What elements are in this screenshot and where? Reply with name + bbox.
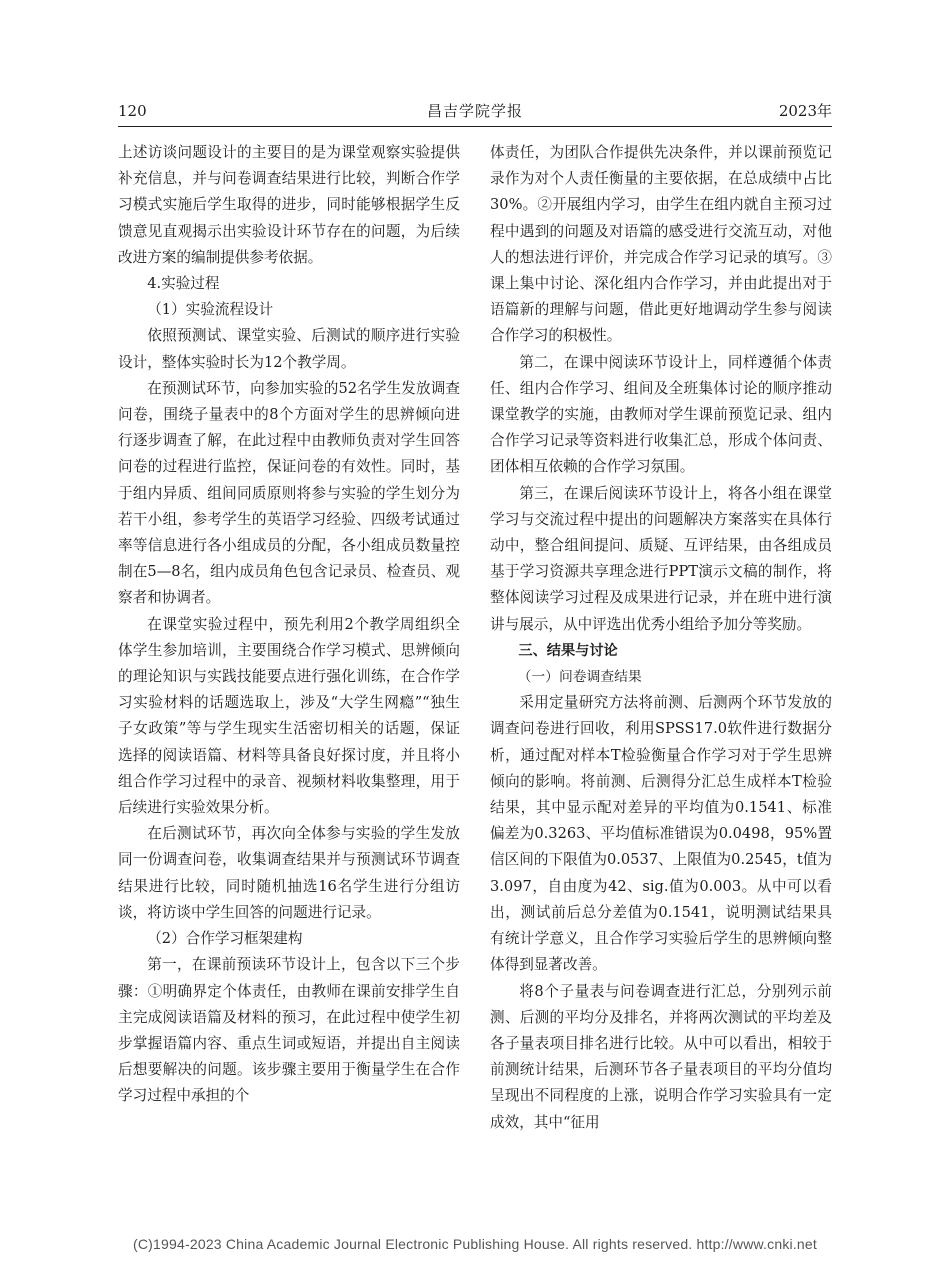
paragraph-continuation: 体责任，为团队合作提供先决条件，并以课前预览记录作为对个人责任衡量的主要依据，在总成绩中占比30%。②开展组内学习，由学生在组内就自主预习过程中遇到的问题及对语篇的感受进行交流互动，对他人的想法进行评价，并完成合作学习记录的填写。③课上集中讨论、深化组内合作学习，并由此提出对于语篇新的理解与问题，借此更好地调动学生参与阅读合作学习的积极性。 (490, 144, 832, 345)
left-column (118, 140, 460, 1110)
paragraph: 将8个子量表与问卷调查进行汇总，分别列示前测、后测的平均分及排名，并将两次测试的平均差及各子量表项目排名进行比较。从中可以看出，相较于前测统计结果，后测环节各子量表项目的平均分值均呈现出不同程度的上涨，说明合作学习实验具有一定成效，其中“征用 (490, 982, 832, 1131)
paragraph-continuation: 上述访谈问题设计的主要目的是为课堂观察实验提供补充信息，并与问卷调查结果进行比较，判断合作学习模式实施后学生取得的进步，同时能够根据学生反馈意见直观揭示出实验设计环节存在的问题，为后续改进方案的编制提供参考依据。 (118, 144, 460, 266)
section-title: 三、结果与讨论 (518, 642, 618, 659)
paragraph: 第二，在课中阅读环节设计上，同样遵循个体责任、组内合作学习、组间及全班集体讨论的顺序推动课堂教学的实施，由教师对学生课前预览记录、组内合作学习记录等资料进行收集汇总，形成个体问责、团体相互依赖的合作学习氛围。 (490, 353, 832, 476)
paragraph: 在预测试环节，向参加实验的52名学生发放调查问卷，围绕子量表中的8个方面对学生的思辨倾向进行逐步调查了解，在此过程中由教师负责对学生回答问卷的过程进行监控，保证问卷的有效性。同时，基于组内异质、组间同质原则将参与实验的学生划分为若干小组，参考学生的英语学习经验、四级考试通过率等信息进行各小组成员的分配，各小组成员数量控制在5—8名，组内成员角色包含记录员、检查员、观察者和协调者。 (118, 379, 460, 607)
paragraph: 第一，在课前预读环节设计上，包含以下三个步骤：①明确界定个体责任，由教师在课前安排学生自主完成阅读语篇及材料的预习，在此过程中使学生初步掌握语篇内容、重点生词或短语，并提出自主阅读后想要解决的问题。该步骤主要用于衡量学生在合作学习过程中承担的个 (118, 956, 460, 1105)
subsection-heading: （2）合作学习框架建构 (147, 930, 303, 948)
right-column (490, 140, 832, 1136)
copyright-footer: (C)1994-2023 China Academic Journal Electronic Publishing House. All rights reserved. http://www.cnki.net (133, 1236, 817, 1252)
section-heading: 4.实验过程 (147, 275, 220, 293)
paragraph: 在后测试环节，再次向全体参与实验的学生发放同一份调查问卷，收集调查结果并与预测试环节调查结果进行比较，同时随机抽选16名学生进行分组访谈，将访谈中学生回答的问题进行记录。 (118, 825, 460, 921)
journal-title: 昌吉学院学报 (426, 102, 523, 120)
publication-year: 2023年 (778, 102, 832, 120)
paragraph: 依照预测试、课堂实验、后测试的顺序进行实验设计，整体实验时长为12个教学周。 (118, 327, 460, 371)
paragraph: 在课堂实验过程中，预先利用2个教学周组织全体学生参加培训，主要围绕合作学习模式、思辨倾向的理论知识与实践技能要点进行强化训练，在合作学习实验材料的话题选取上，涉及“大学生网瘾”“独生子女政策”等与学生现实生活密切相关的话题，保证选择的阅读语篇、材料等具备良好探讨度，并且将小组合作学习过程中的录音、视频材料收集整理，用于后续进行实验效果分析。 (118, 615, 460, 817)
paragraph: 采用定量研究方法将前测、后测两个环节发放的调查问卷进行回收，利用SPSS17.0软件进行数据分析，通过配对样本T检验衡量合作学习对于学生思辨倾向的影响。将前测、后测得分汇总生成样本T检验结果，其中显示配对差异的平均值为0.1541、标准偏差为0.3263、平均值标准错误为0.0498，95%置信区间的下限值为0.0537、上限值为0.2545，t值为3.097，自由度为42、sig.值为0.003。从中可以看出，测试前后总分差值为0.1541，说明测试结果具有统计学意义，且合作学习实验后学生的思辨倾向整体得到显著改善。 (490, 694, 832, 974)
running-header (118, 100, 832, 127)
subsection-heading: （1）实验流程设计 (147, 301, 274, 319)
subsection-title: （一）问卷调查结果 (517, 669, 642, 686)
page-number: 120 (118, 102, 147, 120)
paragraph: 第三，在课后阅读环节设计上，将各小组在课堂学习与交流过程中提出的问题解决方案落实在具体行动中，整合组间提问、质疑、互评结果，由各组成员基于学习资源共享理念进行PPT演示文稿的制作，将整体阅读学习过程及成果进行记录，并在班中进行演讲与展示，从中评选出优秀小组给予加分等奖励。 (490, 484, 832, 633)
